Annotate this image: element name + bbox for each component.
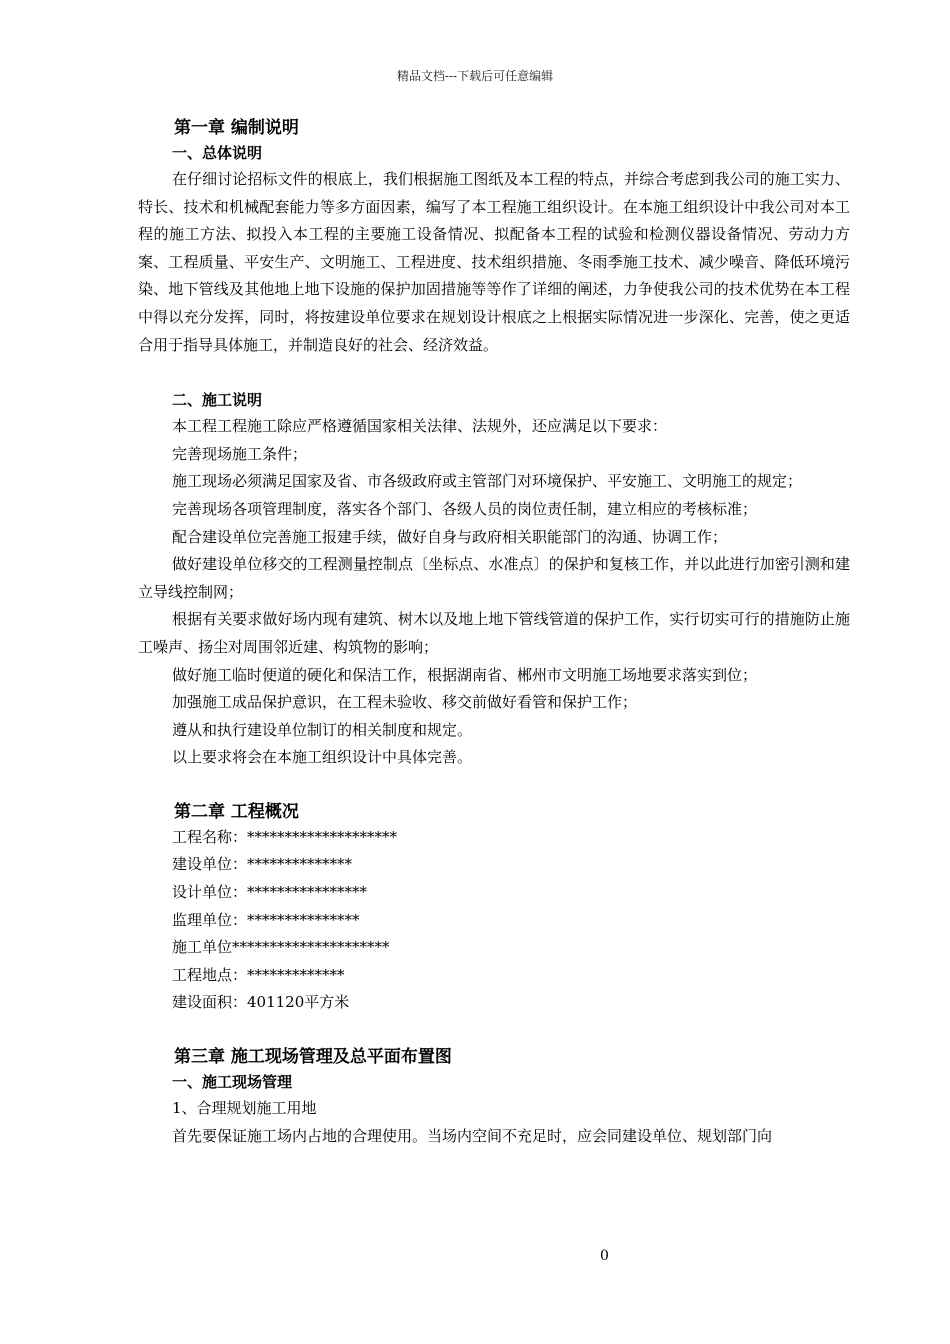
chapter-1-section-2-title: 二、施工说明	[172, 391, 263, 410]
requirement-item: 根据有关要求做好场内现有建筑、树木以及地上地下管线管道的保护工作，实行切实可行的措施防止施工噪声、扬尘对周围邻近建、构筑物的影响；	[138, 610, 850, 656]
project-info-item: 建设面积：401120平方米	[172, 993, 350, 1012]
requirement-item: 本工程工程施工除应严格遵循国家相关法律、法规外，还应满足以下要求：	[172, 417, 668, 436]
page-number: 0	[600, 1248, 609, 1264]
requirement-item: 做好建设单位移交的工程测量控制点〔坐标点、水准点〕的保护和复核工作，并以此进行加密引测和建立导线控制网；	[138, 555, 850, 601]
chapter-1-section-1-paragraph: 在仔细讨论招标文件的根底上，我们根据施工图纸及本工程的特点，并综合考虑到我公司的施工实力、特长、技术和机械配套能力等多方面因素，编写了本工程施工组织设计。在本施工组织设计中我公司对本工程的施工方法、拟投入本工程的主要施工设备情况、拟配备本工程的试验和检测仪器设备情况、劳动力方案、工程质量、平安生产、文明施工、工程进度、技术组织措施、冬雨季施工技术、减少噪音、降低环境污染、地下管线及其他地上地下设施的保护加固措施等等作了详细的阐述，力争使我公司的技术优势在本工程中得以充分发挥，同时，将按建设单位要求在规划设计根底之上根据实际情况进一步深化、完善，使之更适合用于指导具体施工，并制造良好的社会、经济效益。	[138, 170, 850, 354]
requirement-item: 以上要求将会在本施工组织设计中具体完善。	[172, 748, 473, 767]
page-header: 精品文档---下载后可任意编辑	[396, 69, 554, 83]
chapter-3-subtitle: 1、合理规划施工用地	[172, 1099, 317, 1118]
requirement-item: 配合建设单位完善施工报建手续，做好自身与政府相关职能部门的沟通、协调工作；	[172, 527, 728, 546]
requirement-item: 加强施工成品保护意识，在工程未验收、移交前做好看管和保护工作；	[172, 693, 638, 712]
project-info-item: 设计单位：****************	[172, 883, 368, 902]
document-body	[138, 116, 850, 1150]
project-info-item: 监理单位：***************	[172, 910, 360, 929]
chapter-3-section-1-title: 一、施工现场管理	[172, 1073, 293, 1092]
requirement-item: 完善现场施工条件；	[172, 444, 308, 463]
requirement-item: 完善现场各项管理制度，落实各个部门、各级人员的岗位责任制，建立相应的考核标准；	[172, 499, 758, 518]
chapter-1-title: 第一章 编制说明	[174, 118, 299, 138]
chapter-1-section-1-title: 一、总体说明	[172, 144, 263, 162]
project-info-item: 施工单位*********************	[172, 938, 390, 957]
requirement-item: 遵从和执行建设单位制订的相关制度和规定。	[172, 720, 473, 739]
chapter-3-paragraph: 首先要保证施工场内占地的合理使用。当场内空间不充足时，应会同建设单位、规划部门向	[172, 1126, 773, 1145]
chapter-3-title: 第三章 施工现场管理及总平面布置图	[174, 1047, 452, 1068]
requirement-item: 施工现场必须满足国家及省、市各级政府或主管部门对环境保护、平安施工、文明施工的规定；	[172, 472, 803, 491]
project-info-item: 建设单位：**************	[172, 855, 353, 874]
project-info-item: 工程名称：********************	[172, 827, 398, 846]
chapter-2-title: 第二章 工程概况	[174, 801, 299, 822]
requirement-item: 做好施工临时便道的硬化和保洁工作，根据湖南省、郴州市文明施工场地要求落实到位；	[172, 665, 758, 684]
project-info-item: 工程地点：*************	[172, 965, 345, 984]
